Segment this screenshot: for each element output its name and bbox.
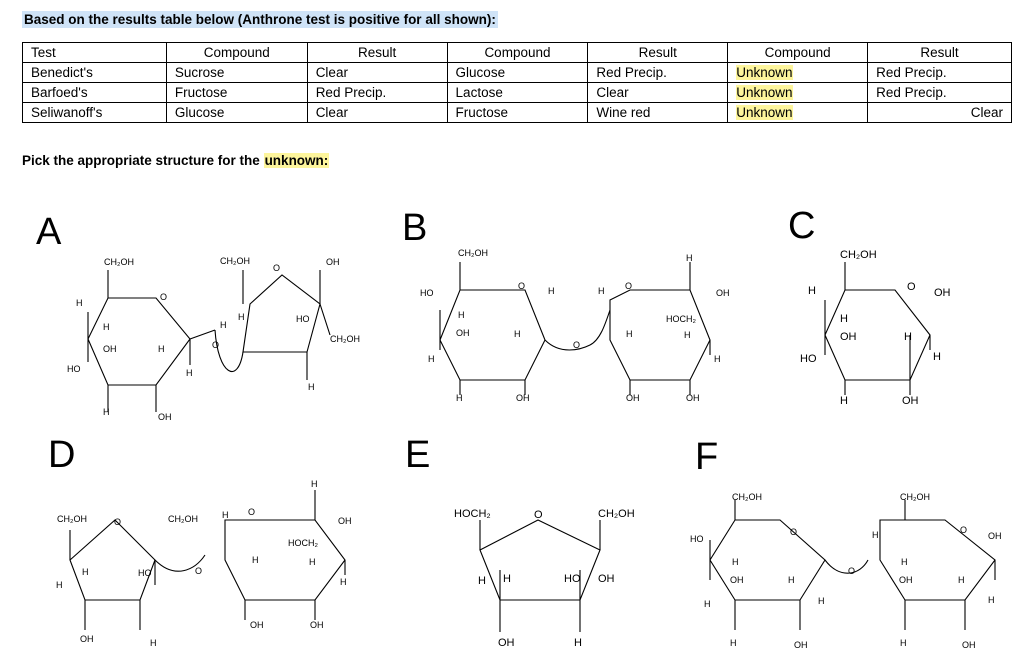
chem-label: HO (67, 364, 81, 374)
table-cell: Clear (307, 63, 447, 83)
chem-label: H (988, 595, 995, 605)
option-label-c: C (788, 205, 816, 247)
table-cell: Fructose (447, 103, 588, 123)
chem-label: H (503, 573, 511, 585)
chem-label: O (907, 281, 916, 293)
chem-label: OH (310, 620, 324, 630)
chem-label: O (248, 507, 256, 517)
chem-label: H (456, 393, 463, 403)
chem-label: O (518, 281, 526, 291)
chem-label: O (195, 566, 203, 576)
chem-label: OH (730, 575, 744, 585)
chem-label: OH (794, 640, 808, 650)
chem-label: OH (686, 393, 700, 403)
chem-label: H (158, 344, 165, 354)
chem-label: H (340, 577, 347, 587)
unknown-highlight: Unknown (736, 104, 793, 120)
chem-label: H (103, 407, 110, 417)
chem-label: OH (902, 395, 919, 407)
chem-label: HO (690, 534, 704, 544)
chem-label: H (704, 599, 711, 609)
chem-label: HO (296, 314, 310, 324)
chem-label: H (808, 285, 816, 297)
chem-label: H (186, 368, 193, 378)
table-cell: Red Precip. (307, 83, 447, 103)
prompt-highlight: unknown: (264, 153, 329, 168)
chem-label: H (56, 580, 63, 590)
chem-label: O (534, 509, 543, 521)
chem-label: H (732, 557, 739, 567)
chem-label: H (308, 382, 315, 392)
chem-label: H (311, 479, 318, 489)
chem-label: HO (800, 353, 817, 365)
chem-label: O (160, 292, 168, 302)
option-label-e: E (405, 434, 431, 476)
column-header: Result (588, 43, 728, 63)
chem-label: CH₂OH (900, 492, 930, 502)
chem-label: H (478, 575, 486, 587)
chem-label: H (730, 638, 737, 648)
chem-label: H (684, 330, 691, 340)
column-header: Compound (166, 43, 307, 63)
chem-label: HOCH₂ (454, 508, 491, 520)
chem-label: OH (326, 257, 340, 267)
chem-label: OH (840, 331, 857, 343)
column-header: Test (23, 43, 167, 63)
table-cell: Clear (868, 103, 1012, 123)
table-cell: Wine red (588, 103, 728, 123)
table-cell: Benedict's (23, 63, 167, 83)
chem-label: OH (338, 516, 352, 526)
table-cell: Fructose (166, 83, 307, 103)
chem-label: OH (962, 640, 976, 650)
table-cell: Clear (588, 83, 728, 103)
chem-label: OH (516, 393, 530, 403)
table-cell: Red Precip. (868, 63, 1012, 83)
structure-b (440, 262, 710, 395)
chem-label: OH (598, 573, 615, 585)
chem-label: H (76, 298, 83, 308)
chem-label: CH₂OH (168, 514, 198, 524)
chem-label: OH (988, 531, 1002, 541)
column-header: Compound (447, 43, 588, 63)
chem-label: O (960, 525, 968, 535)
option-label-a: A (36, 211, 62, 253)
structure-a (88, 270, 330, 412)
chem-label: CH₂OH (840, 249, 877, 261)
chem-label: O (212, 340, 220, 350)
chem-label: OH (250, 620, 264, 630)
table-cell: Glucose (447, 63, 588, 83)
chem-label: HOCH₂ (666, 314, 696, 324)
table-cell: Clear (307, 103, 447, 123)
chem-label: OH (626, 393, 640, 403)
chem-label: O (848, 566, 856, 576)
chem-label: HO (138, 568, 152, 578)
chem-label: H (818, 596, 825, 606)
chem-label: H (958, 575, 965, 585)
chem-label: O (790, 527, 798, 537)
chem-label: HO (564, 573, 581, 585)
instruction-text: Based on the results table below (Anthrone test is positive for all shown): (24, 12, 496, 27)
chem-label: H (458, 310, 465, 320)
table-cell: Barfoed's (23, 83, 167, 103)
chem-label: HO (420, 288, 434, 298)
chem-label: CH₂OH (458, 248, 488, 258)
chem-label: OH (498, 637, 515, 649)
unknown-highlight: Unknown (736, 84, 793, 100)
chem-label: HOCH₂ (288, 538, 318, 548)
option-label-d: D (48, 434, 76, 476)
chem-label: CH₂OH (57, 514, 87, 524)
chem-label: H (574, 637, 582, 649)
structure-d (70, 490, 345, 630)
chem-label: OH (80, 634, 94, 644)
option-label-b: B (402, 207, 428, 249)
chem-label: O (114, 517, 122, 527)
structure-e (480, 520, 600, 632)
chem-label: OH (456, 328, 470, 338)
table-cell: Lactose (447, 83, 588, 103)
chem-label: H (548, 286, 555, 296)
chem-label: CH₂OH (104, 257, 134, 267)
chem-label: OH (103, 344, 117, 354)
chem-label: H (598, 286, 605, 296)
chem-label: H (686, 253, 693, 263)
column-header: Result (868, 43, 1012, 63)
chem-label: H (904, 331, 912, 343)
chem-label: H (901, 557, 908, 567)
chem-label: O (273, 263, 281, 273)
structure-f (710, 500, 995, 630)
chem-label: O (573, 340, 581, 350)
chem-label: OH (934, 287, 951, 299)
chem-label: OH (158, 412, 172, 422)
table-cell: Seliwanoff's (23, 103, 167, 123)
chem-label: H (220, 320, 227, 330)
table-cell: Glucose (166, 103, 307, 123)
chem-label: H (252, 555, 259, 565)
unknown-highlight: Unknown (736, 64, 793, 80)
chem-label: H (309, 557, 316, 567)
chem-label: H (840, 313, 848, 325)
option-label-f: F (695, 436, 719, 478)
chem-label: H (788, 575, 795, 585)
chem-label: H (900, 638, 907, 648)
chem-label: H (222, 510, 229, 520)
chem-label: H (428, 354, 435, 364)
chem-label: H (514, 329, 521, 339)
chem-label: CH₂OH (220, 256, 250, 266)
prompt-text: Pick the appropriate structure for the (22, 153, 264, 168)
chem-label: OH (716, 288, 730, 298)
chem-label: O (625, 281, 633, 291)
column-header: Result (307, 43, 447, 63)
chem-label: CH₂OH (732, 492, 762, 502)
chem-label: H (626, 329, 633, 339)
chem-label: H (840, 395, 848, 407)
chem-label: CH₂OH (330, 334, 360, 344)
chem-label: H (933, 351, 941, 363)
chem-label: H (82, 567, 89, 577)
table-cell: Red Precip. (868, 83, 1012, 103)
chem-label: H (150, 638, 157, 648)
table-cell: Sucrose (166, 63, 307, 83)
chem-label: H (872, 530, 879, 540)
chem-label: CH₂OH (598, 508, 635, 520)
column-header: Compound (728, 43, 868, 63)
chem-label: H (103, 322, 110, 332)
chem-label: OH (899, 575, 913, 585)
chem-label: H (714, 354, 721, 364)
chem-label: H (238, 312, 245, 322)
table-cell: Red Precip. (588, 63, 728, 83)
